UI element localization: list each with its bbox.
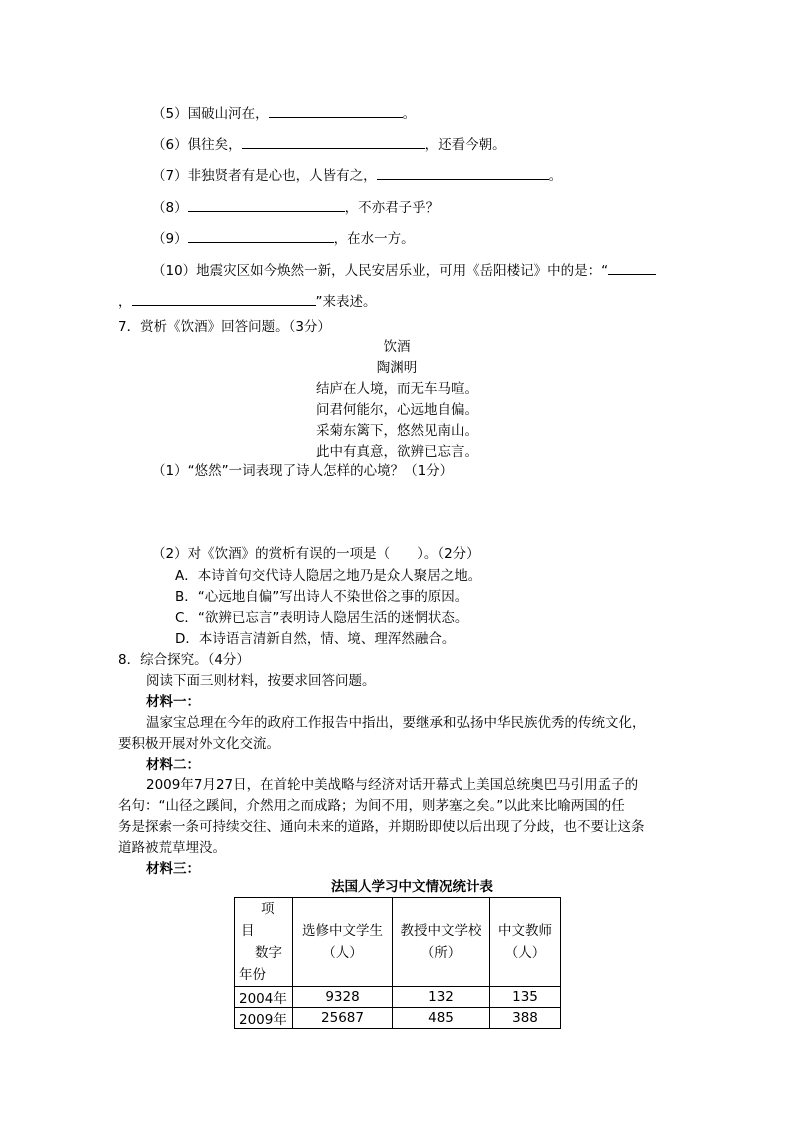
q10-text: （10）地震灾区如今焕然一新，人民安居乐业，可用《岳阳楼记》中的是：“ <box>152 263 609 279</box>
q8-heading: 8．综合探究。（4分） <box>118 652 250 668</box>
poem-line: 结庐在人境，而无车马喧。 <box>316 381 478 397</box>
row-year: 2004年 <box>235 987 293 1008</box>
col-header-label: 教授中文学校 <box>400 923 482 939</box>
q7-text: （7）非独贤者有是心也，人皆有之， <box>152 168 377 184</box>
col-header-label: 选修中文学生 <box>302 923 383 939</box>
q6-blank[interactable] <box>242 135 425 149</box>
q9-blank[interactable] <box>188 229 334 243</box>
question-9-fill <box>152 229 415 248</box>
table-cell: 132 <box>393 987 490 1008</box>
question-10-line2 <box>118 292 377 311</box>
material-3-label: 材料三： <box>146 861 200 877</box>
q7-sub1: （1）“悠然”一词表现了诗人怎样的心境？（1分） <box>152 463 454 479</box>
q6-tail: ，还看今朝。 <box>424 137 506 153</box>
question-6 <box>152 135 506 154</box>
table-row <box>235 1008 561 1029</box>
table-cell: 9328 <box>293 987 393 1008</box>
q5-text: （5）国破山河在， <box>152 106 269 122</box>
q8-intro: 阅读下面三则材料，按要求回答问题。 <box>146 673 376 689</box>
option-c: C．“欲辨已忘言”表明诗人隐居生活的迷惘状态。 <box>175 610 469 626</box>
poem-line: 问君何能尔，心远地自偏。 <box>316 402 478 418</box>
table-cell: 25687 <box>293 1008 393 1029</box>
col-header-unit: （人） <box>322 945 363 961</box>
corner-text: 项 <box>261 901 275 917</box>
table-row <box>235 987 561 1008</box>
table-cell: 388 <box>490 1008 561 1029</box>
q7-heading: 7．赏析《饮酒》回答问题。（3分） <box>118 319 331 335</box>
q8-tail: ，不亦君子乎？ <box>344 200 440 216</box>
col-header-unit: （人） <box>504 945 546 961</box>
row-year: 2009年 <box>235 1008 293 1029</box>
table-header-row <box>235 898 561 987</box>
corner-text: 目 <box>241 923 255 939</box>
question-5 <box>152 104 416 123</box>
col-header-label: 中文教师 <box>498 923 552 939</box>
q10-comma: ， <box>118 294 132 310</box>
material-1-line: 要积极开展对外文化交流。 <box>118 736 280 752</box>
q7-sub2: （2）对《饮酒》的赏析有误的一项是（ ）。（2分） <box>152 546 480 562</box>
q7-tail: 。 <box>548 168 563 184</box>
col-header <box>393 898 490 987</box>
corner-text: 年份 <box>239 967 266 983</box>
material-1-label: 材料一： <box>146 694 200 710</box>
poem-line: 此中有真意，欲辨已忘言。 <box>316 444 478 460</box>
q10-blank-1[interactable] <box>608 261 656 275</box>
material-2-label: 材料二： <box>146 757 200 773</box>
material-2-line: 名句：“山径之蹊间，介然用之而成路；为间不用，则茅塞之矣。”以此来比喻两国的任 <box>118 798 625 814</box>
corner-cell <box>235 898 293 987</box>
option-b: B．“心远地自偏”写出诗人不染世俗之事的原因。 <box>175 589 469 605</box>
q5-blank[interactable] <box>269 104 403 118</box>
table-cell: 135 <box>490 987 561 1008</box>
q9-text: （9） <box>152 231 188 247</box>
q10-blank-2[interactable] <box>132 292 316 306</box>
material-2-line: 道路被荒草埋没。 <box>118 840 226 856</box>
q9-tail: ，在水一方。 <box>333 231 415 247</box>
poem-author: 陶渊明 <box>376 360 418 376</box>
table-cell: 485 <box>393 1008 490 1029</box>
col-header <box>293 898 393 987</box>
col-header <box>490 898 561 987</box>
material-2-line: 务是探索一条可持续交往、通向未来的道路，并期盼即使以后出现了分歧，也不要让这条 <box>118 819 645 835</box>
col-header-unit: （所） <box>420 945 462 961</box>
question-10-line1 <box>152 261 656 280</box>
q7-blank[interactable] <box>377 166 549 180</box>
q5-tail: 。 <box>402 106 417 122</box>
corner-text: 数字 <box>255 945 282 961</box>
option-a: A．本诗首句交代诗人隐居之地乃是众人聚居之地。 <box>175 568 482 584</box>
q6-text: （6）俱往矣， <box>152 137 242 153</box>
stats-table <box>234 897 561 1029</box>
question-7-fill <box>152 166 562 185</box>
poem-title: 饮酒 <box>383 339 411 355</box>
table-title: 法国人学习中文情况统计表 <box>331 879 493 895</box>
q8-text: （8） <box>152 200 188 216</box>
q10-tail: ”来表述。 <box>315 294 377 310</box>
q8-blank[interactable] <box>188 198 345 212</box>
poem-line: 采菊东篱下，悠然见南山。 <box>316 423 478 439</box>
option-d: D．本诗语言清新自然，情、境、理浑然融合。 <box>175 631 456 647</box>
material-1-line: 温家宝总理在今年的政府工作报告中指出，要继承和弘扬中华民族优秀的传统文化， <box>146 715 646 731</box>
question-8-fill <box>152 198 439 217</box>
material-2-line: 2009年7月27日，在首轮中美战略与经济对话开幕式上美国总统奥巴马引用孟子的 <box>146 777 639 793</box>
